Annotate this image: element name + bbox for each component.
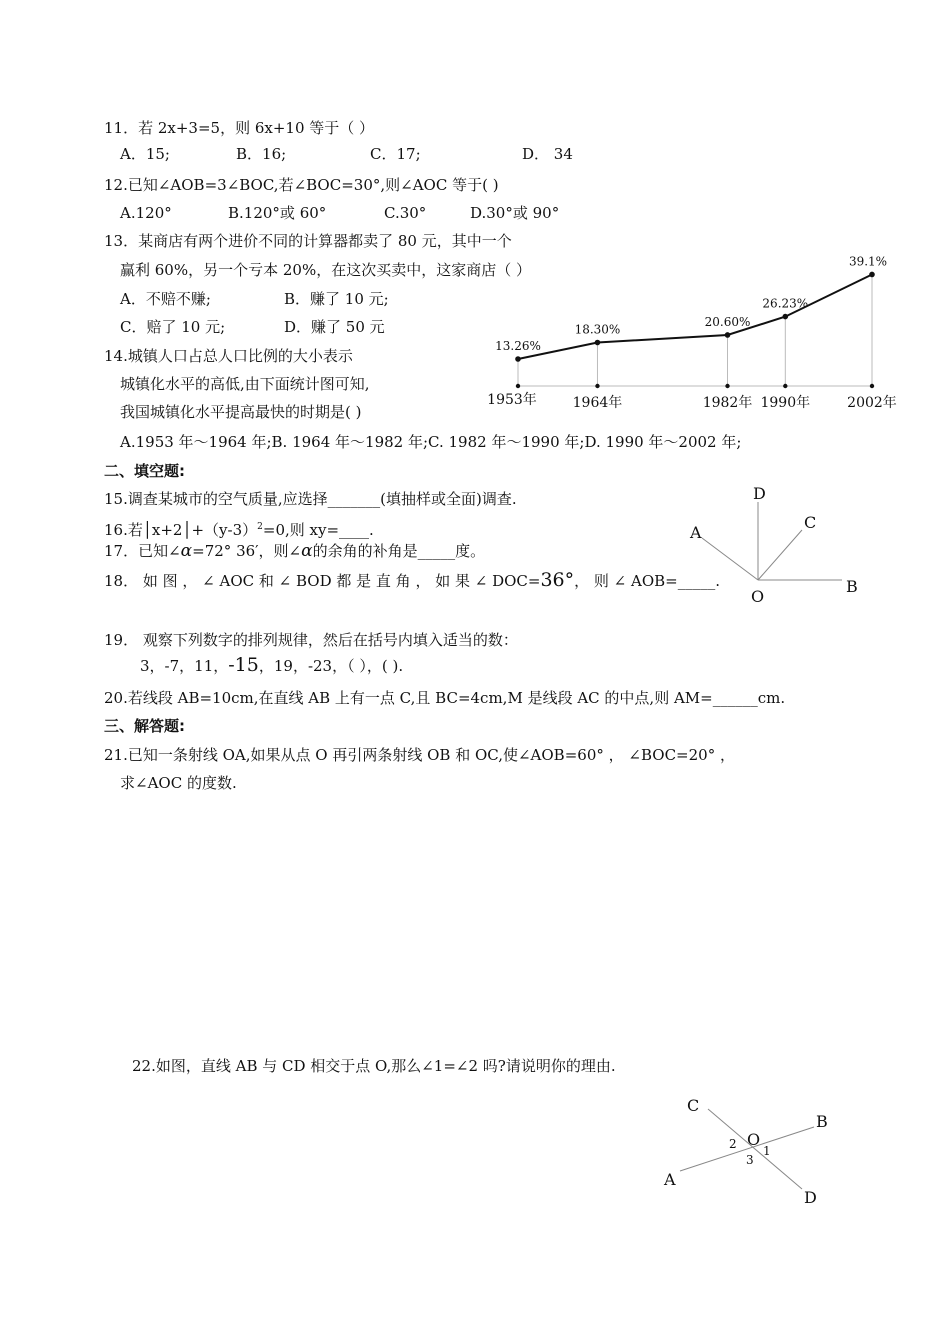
ray-oa — [702, 538, 758, 580]
q14-line2: 城镇化水平的高低,由下面统计图可知, — [120, 375, 370, 393]
chart-base-point-1 — [595, 384, 599, 388]
fig18-label-b: B — [846, 577, 858, 596]
q12-option-c: C.30° — [384, 204, 427, 222]
q16-post: =0,则 xy=____. — [262, 521, 374, 539]
chart-base-point-3 — [783, 384, 787, 388]
q16-text — [104, 517, 374, 540]
chart-point-3 — [783, 314, 789, 320]
fig18-label-a: A — [690, 523, 702, 542]
q21-line1: 21.已知一条射线 OA,如果从点 O 再引两条射线 OB 和 OC,使∠AOB=60° ， ∠BOC=20° ， — [104, 746, 735, 764]
fig22-label-3: 3 — [746, 1153, 754, 1167]
chart-data-label-4: 39.1% — [848, 254, 888, 269]
q18-post: ， 则 ∠ AOB=_____. — [574, 572, 721, 590]
chart-base-point-2 — [725, 384, 729, 388]
chart-tick-label-4: 2002年 — [847, 395, 897, 411]
fig22-label-1: 1 — [763, 1144, 771, 1158]
q14-line1: 14.城镇人口占总人口比例的大小表示 — [104, 347, 353, 365]
q14-line3: 我国城镇化水平提高最快的时期是( ) — [120, 403, 362, 421]
fig22-label-2: 2 — [729, 1137, 737, 1151]
q15-text: 15.调查某城市的空气质量,应选择_______(填抽样或全面)调查. — [104, 490, 517, 508]
q22-figure — [650, 1085, 850, 1215]
q18-figure — [680, 480, 880, 610]
line-cd — [708, 1109, 802, 1189]
chart-point-1 — [595, 340, 601, 346]
q13-option-a: A．不赔不赚; — [120, 290, 211, 308]
fig22-label-b: B — [816, 1112, 828, 1131]
q18-angle-value: 36° — [540, 569, 575, 591]
q21-line2: 求∠AOC 的度数. — [120, 774, 237, 792]
section-solve-heading: 三、解答题: — [104, 717, 185, 735]
chart-base-point-0 — [516, 384, 520, 388]
urbanization-line-chart — [480, 232, 910, 422]
q17-alpha-2: α — [301, 541, 313, 561]
chart-tick-label-0: 1953年 — [487, 392, 537, 408]
q12-stem: 12.已知∠AOB=3∠BOC,若∠BOC=30°,则∠AOC 等于( ) — [104, 176, 499, 194]
q17-mid: =72° 36′，则∠ — [192, 542, 302, 560]
fig22-label-d: D — [804, 1188, 817, 1207]
q11-option-b: B．16; — [236, 145, 287, 163]
chart-data-label-3: 26.23% — [762, 296, 809, 311]
q18-text — [104, 570, 720, 591]
chart-base-point-4 — [870, 384, 874, 388]
chart-point-4 — [869, 272, 875, 278]
chart-point-0 — [515, 356, 521, 362]
q13-option-c: C．赔了 10 元; — [120, 318, 226, 336]
q11-stem: 11．若 2x+3=5，则 6x+10 等于（ ） — [104, 119, 375, 137]
chart-series-line — [518, 275, 872, 360]
chart-tick-label-3: 1990年 — [760, 395, 811, 411]
chart-tick-label-1: 1964年 — [572, 395, 623, 411]
q19-stem: 19． 观察下列数字的排列规律，然后在括号内填入适当的数： — [104, 631, 518, 649]
q12-option-d: D.30°或 90° — [470, 204, 560, 222]
q13-line1: 13．某商店有两个进价不同的计算器都卖了 80 元，其中一个 — [104, 232, 512, 250]
q11-option-a: A．15; — [120, 145, 170, 163]
chart-data-label-1: 18.30% — [574, 322, 621, 337]
q19-seq-post: ，19，-23，（ ），( ). — [258, 657, 404, 675]
q17-text — [104, 541, 485, 561]
q11-option-c: C．17; — [370, 145, 421, 163]
q17-pre: 17．已知∠ — [104, 542, 181, 560]
q13-option-b: B．赚了 10 元; — [284, 290, 389, 308]
q12-option-b: B.120°或 60° — [228, 204, 327, 222]
q14-options: A.1953 年～1964 年;B. 1964 年～1982 年;C. 1982 年～1990 年;D. 1990 年～2002 年; — [120, 433, 742, 451]
chart-data-label-2: 20.60% — [704, 314, 751, 329]
chart-data-label-0: 13.26% — [495, 338, 541, 353]
q16-exponent: 2 — [257, 522, 263, 532]
q19-seq-pre: 3，-7，11， — [140, 657, 229, 675]
q19-seq-neg15: -15 — [228, 654, 259, 676]
section-fill-in-heading: 二、填空题: — [104, 462, 185, 480]
q12-option-a: A.120° — [120, 204, 172, 222]
q13-line2: 赢利 60%，另一个亏本 20%，在这次买卖中，这家商店（ ） — [120, 261, 531, 279]
fig22-label-a: A — [664, 1170, 676, 1189]
q13-option-d: D．赚了 50 元 — [284, 318, 385, 336]
q20-text: 20.若线段 AB=10cm,在直线 AB 上有一点 C,且 BC=4cm,M 是线段 AC 的中点,则 AM=______cm. — [104, 689, 786, 707]
q16-pre: 16.若│x+2│+（y-3） — [104, 521, 258, 539]
fig18-label-d: D — [753, 484, 766, 503]
q17-alpha-1: α — [180, 541, 193, 561]
ray-oc — [758, 530, 802, 580]
q19-sequence — [140, 655, 403, 676]
fig18-label-o: O — [751, 587, 765, 606]
q18-pre: 18． 如 图 ， ∠ AOC 和 ∠ BOD 都 是 直 角 ， 如 果 ∠ DOC= — [104, 572, 541, 590]
chart-tick-label-2: 1982年 — [702, 395, 753, 411]
q11-option-d: D． 34 — [522, 145, 573, 163]
q22-text: 22.如图，直线 AB 与 CD 相交于点 O,那么∠1=∠2 吗?请说明你的理由. — [132, 1057, 616, 1075]
fig22-label-o: O — [747, 1130, 761, 1149]
fig22-label-c: C — [687, 1096, 700, 1115]
fig18-label-c: C — [804, 513, 817, 532]
chart-point-2 — [725, 332, 731, 338]
q17-post: 的余角的补角是_____度。 — [312, 542, 486, 560]
